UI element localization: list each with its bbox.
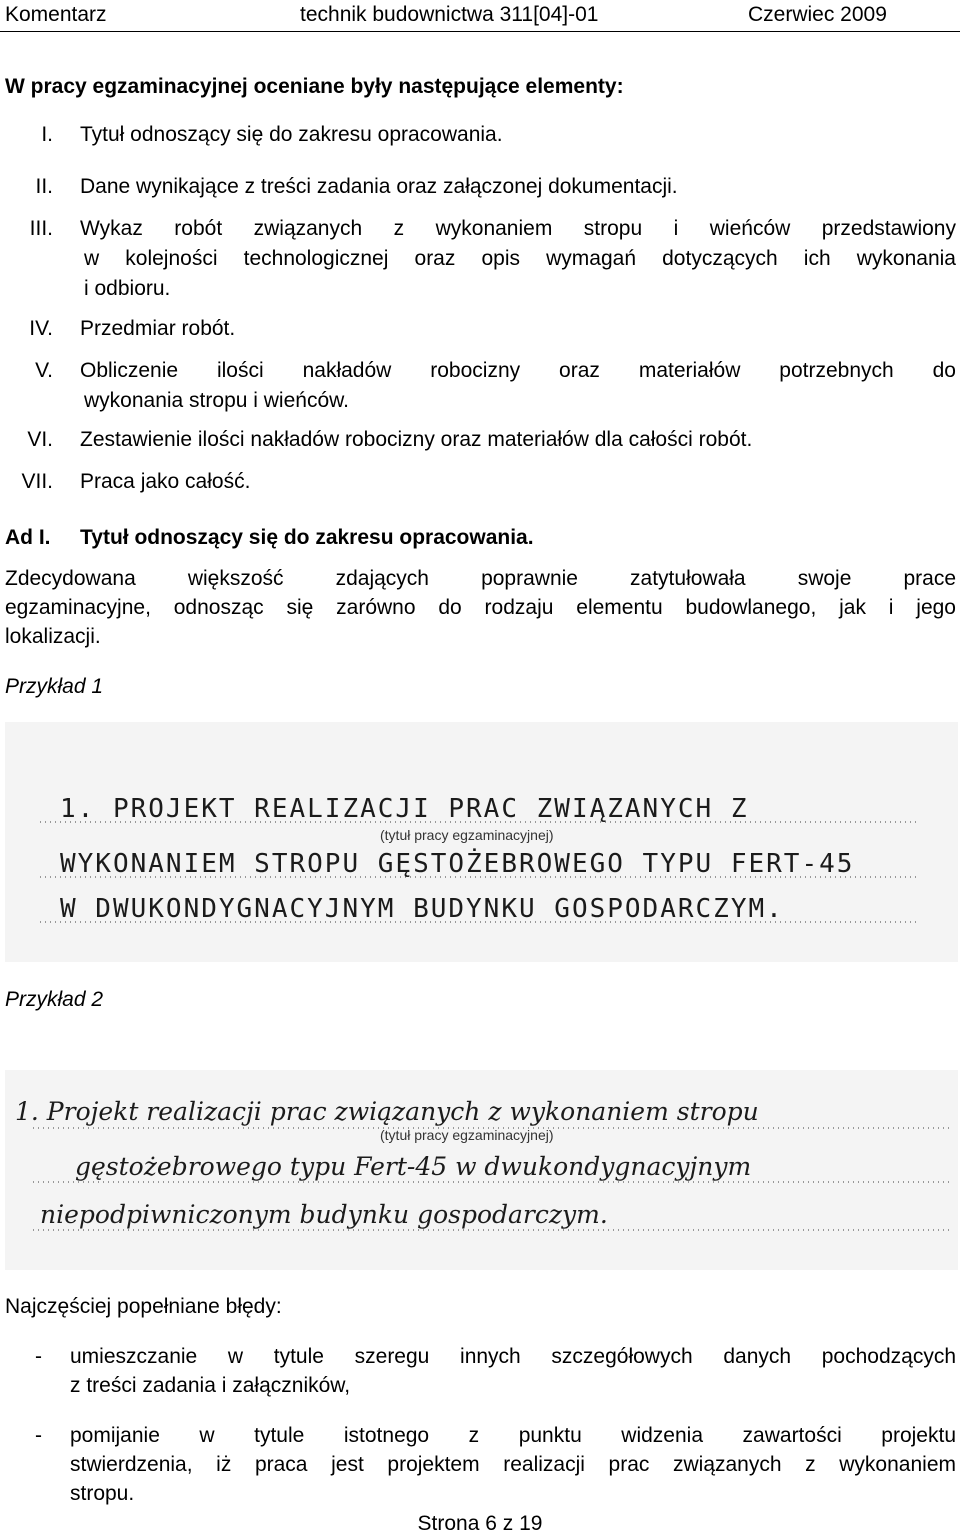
intro-heading: W pracy egzaminacyjnej oceniane były następujące elementy: [5,75,624,98]
example-2-scan [5,1070,958,1270]
page-number: Strona 6 z 19 [417,1512,543,1535]
error-text: umieszczanie w tytule szeregu innych szczegółowych danych pochodzących [70,1345,956,1368]
element-text: Tytuł odnoszący się do zakresu opracowania. [80,123,503,146]
element-text: Przedmiar robót. [80,317,236,340]
header-rule [0,31,960,32]
element-text: Zestawienie ilości nakładów robocizny oraz materiałów dla całości robót. [80,428,753,451]
example-2-line: niepodpiwniczonym budynku gospodarczym. [40,1200,608,1229]
error-text: stwierdzenia, iż praca jest projektem realizacji prac związanych z wykonaniem [70,1453,956,1476]
example-2-line: gęstożebrowego typu Fert-45 w dwukondygnacyjnym [75,1152,752,1181]
example-1-caption: (tytuł pracy egzaminacyjnej) [380,827,554,843]
element-num: II. [35,175,53,198]
example-1-scan [5,722,958,962]
example-2-label: Przykład 2 [5,988,104,1011]
error-dash: - [35,1345,42,1368]
handwritten-title-1 [5,722,958,962]
section-paragraph: Zdecydowana większość zdających poprawnie zatytułowała swoje prace [5,567,956,590]
example-2-line: 1. Projekt realizacji prac związanych z wykonaniem stropu [15,1097,759,1126]
section-paragraph: lokalizacji. [5,625,101,648]
section-paragraph: egzaminacyjne, odnosząc się zarówno do rodzaju elementu budowlanego, jak i jego [5,596,956,619]
example-1-line: W DWUKONDYGNACYJNYM BUDYNKU GOSPODARCZYM. [60,894,784,924]
section-num: Ad I. [5,526,51,549]
element-num: VII. [21,470,53,493]
errors-heading: Najczęściej popełniane błędy: [5,1295,282,1318]
element-num: I. [41,123,53,146]
example-1-label: Przykład 1 [5,675,104,698]
element-num: IV. [29,317,53,340]
element-text: i odbioru. [84,277,171,300]
header-left: Komentarz [5,3,107,26]
example-1-line: 1. PROJEKT REALIZACJI PRAC ZWIĄZANYCH Z [60,794,749,824]
element-num: VI. [27,428,53,451]
element-text: Dane wynikające z treści zadania oraz załączonej dokumentacji. [80,175,678,198]
example-2-caption: (tytuł pracy egzaminacyjnej) [380,1127,554,1143]
error-text: pomijanie w tytule istotnego z punktu widzenia zawartości projektu [70,1424,956,1447]
element-num: V. [35,359,53,382]
element-text: w kolejności technologicznej oraz opis wymagań dotyczących ich wykonania [84,247,956,270]
error-text: stropu. [70,1482,135,1505]
header-center: technik budownictwa 311[04]-01 [300,3,599,26]
error-text: z treści zadania i załączników, [70,1374,351,1397]
element-text: Wykaz robót związanych z wykonaniem stropu i wieńców przedstawiony [80,217,956,240]
header-right: Czerwiec 2009 [748,3,887,26]
element-text: Praca jako całość. [80,470,251,493]
example-1-line: WYKONANIEM STROPU GĘSTOŻEBROWEGO TYPU FERT-45 [60,849,855,879]
element-text: Obliczenie ilości nakładów robocizny oraz materiałów potrzebnych do [80,359,956,382]
element-num: III. [29,217,53,240]
element-text: wykonania stropu i wieńców. [84,389,349,412]
error-dash: - [35,1424,42,1447]
handwritten-title-2 [5,1070,958,1270]
section-title: Tytuł odnoszący się do zakresu opracowania. [80,526,534,549]
